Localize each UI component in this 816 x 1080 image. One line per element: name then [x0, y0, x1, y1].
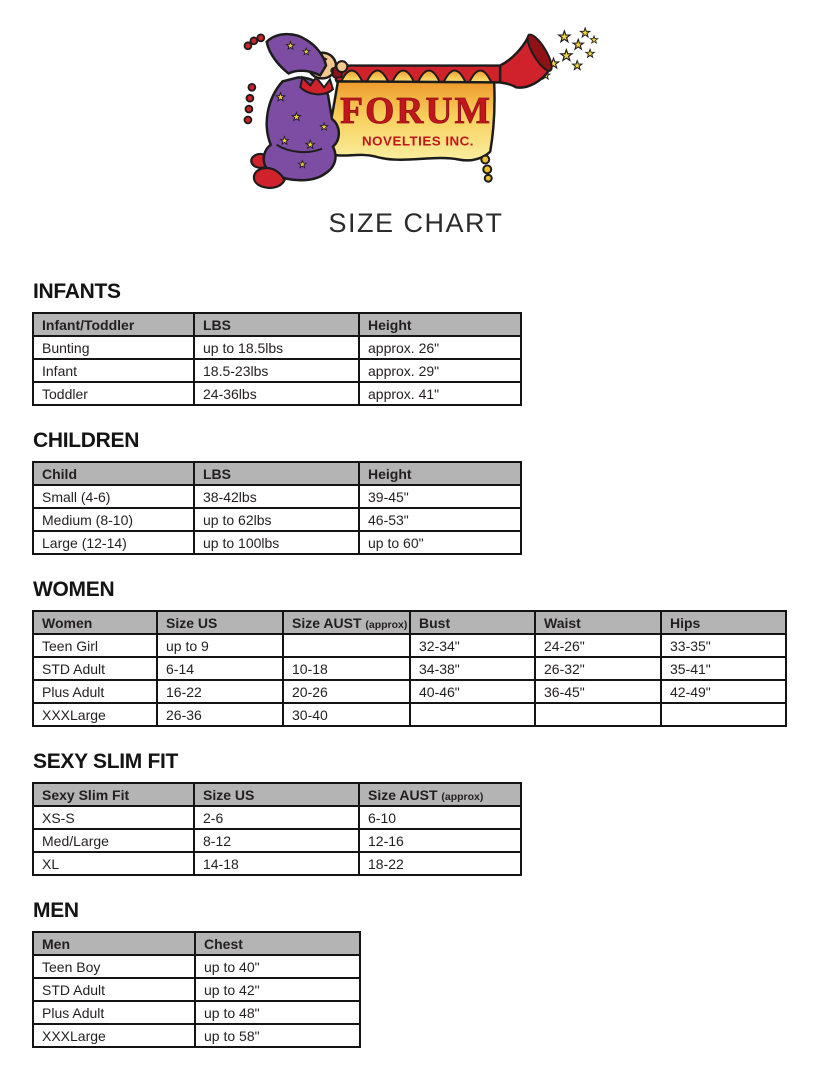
hat-beads: [244, 34, 264, 49]
column-header-label: LBS: [203, 316, 231, 333]
cell: 12-16: [359, 829, 521, 852]
column-header-label: Bust: [419, 614, 451, 631]
column-header-label: Hips: [670, 614, 701, 631]
jester-illustration: [244, 34, 347, 188]
cell: 42-49": [661, 680, 786, 703]
column-header: [33, 313, 194, 336]
cell: Medium (8-10): [33, 508, 194, 531]
cell: 32-34": [410, 634, 535, 657]
cell: up to 60": [359, 531, 521, 554]
column-header: [194, 783, 359, 806]
cell: 10-18: [283, 657, 410, 680]
cell: Med/Large: [33, 829, 194, 852]
cell: Small (4-6): [33, 485, 194, 508]
table-row: [33, 531, 521, 554]
column-header-label: Chest: [204, 935, 243, 952]
column-header: [283, 611, 410, 634]
column-header-label: Waist: [544, 614, 581, 631]
cell: [283, 634, 410, 657]
table-row: [33, 508, 521, 531]
column-header-label: Height: [368, 465, 412, 482]
cell: 30-40: [283, 703, 410, 726]
section-sexy-slim-fit: [32, 751, 816, 876]
cell: 6-14: [157, 657, 283, 680]
cell: 46-53": [359, 508, 521, 531]
cell: up to 48": [195, 1001, 360, 1024]
cell: 18.5-23lbs: [194, 359, 359, 382]
cell: [535, 703, 661, 726]
jester-hand: [336, 61, 347, 72]
cell: 36-45": [535, 680, 661, 703]
cell: up to 18.5lbs: [194, 336, 359, 359]
column-header-label: Men: [42, 935, 70, 952]
column-header-label: Size US: [203, 786, 255, 803]
column-header-label: Size AUST: [292, 614, 362, 631]
column-header-label: Child: [42, 465, 77, 482]
column-header-label: Size AUST: [368, 786, 438, 803]
logo-area: [0, 0, 816, 239]
cell: Bunting: [33, 336, 194, 359]
column-header: [33, 462, 194, 485]
cell: 33-35": [661, 634, 786, 657]
cell: approx. 29": [359, 359, 521, 382]
section-heading-women: WOMEN: [33, 578, 115, 601]
column-header: [33, 611, 157, 634]
column-header: [535, 611, 661, 634]
section-men: [32, 900, 816, 1048]
header-row: [33, 462, 521, 485]
table-row: [33, 634, 786, 657]
cell: 6-10: [359, 806, 521, 829]
table-row: [33, 336, 521, 359]
column-header: [661, 611, 786, 634]
column-header: [410, 611, 535, 634]
men-table: [32, 931, 361, 1048]
column-header: [359, 462, 521, 485]
horn-bell: [500, 32, 556, 88]
table-row: [33, 852, 521, 875]
column-header-label: Infant/Toddler: [42, 316, 135, 333]
section-heading-sexy-slim-fit: SEXY SLIM FIT: [33, 750, 179, 773]
table-row: [33, 703, 786, 726]
jester-hood: [267, 34, 326, 75]
cell: up to 9: [157, 634, 283, 657]
header-row: [33, 611, 786, 634]
section-infants: [32, 281, 816, 406]
banner: [324, 81, 494, 181]
cell: 14-18: [194, 852, 359, 875]
size-tables: [32, 281, 816, 1048]
table-row: [33, 806, 521, 829]
section-heading-infants: INFANTS: [33, 280, 121, 303]
table-row: [33, 680, 786, 703]
cell: 16-22: [157, 680, 283, 703]
table-row: [33, 359, 521, 382]
cell: STD Adult: [33, 657, 157, 680]
banner-tassel-beads: [481, 156, 491, 182]
column-header: [33, 932, 195, 955]
column-header-label: Height: [368, 316, 412, 333]
page-title: SIZE CHART: [328, 208, 504, 238]
header-row: [33, 932, 360, 955]
brand-name: FORUM: [340, 90, 492, 132]
column-header: [359, 313, 521, 336]
header-row: [33, 783, 521, 806]
cell: 18-22: [359, 852, 521, 875]
cell: Infant: [33, 359, 194, 382]
cell: 26-32": [535, 657, 661, 680]
header-row: [33, 313, 521, 336]
cell: 35-41": [661, 657, 786, 680]
children-table: [32, 461, 522, 555]
cell: Teen Girl: [33, 634, 157, 657]
cell: 40-46": [410, 680, 535, 703]
column-header-label: Size US: [166, 614, 218, 631]
side-beads: [244, 84, 255, 124]
column-header-note: (approx): [441, 790, 484, 803]
cell: XXXLarge: [33, 703, 157, 726]
table-row: [33, 657, 786, 680]
cell: Teen Boy: [33, 955, 195, 978]
brand-subtitle: NOVELTIES INC.: [362, 133, 474, 149]
forum-novelties-logo: [235, 26, 605, 204]
cell: up to 40": [195, 955, 360, 978]
column-header: [157, 611, 283, 634]
column-header: [33, 783, 194, 806]
cell: up to 58": [195, 1024, 360, 1047]
collar-ruff: [300, 77, 333, 94]
table-row: [33, 829, 521, 852]
cell: XS-S: [33, 806, 194, 829]
cell: Large (12-14): [33, 531, 194, 554]
column-header-label: Sexy Slim Fit: [42, 786, 130, 803]
section-women: [32, 579, 816, 727]
cell: 38-42lbs: [194, 485, 359, 508]
cell: up to 62lbs: [194, 508, 359, 531]
column-header: [194, 462, 359, 485]
section-children: [32, 430, 816, 555]
cell: XL: [33, 852, 194, 875]
column-header-label: LBS: [203, 465, 231, 482]
cell: up to 42": [195, 978, 360, 1001]
cell: 34-38": [410, 657, 535, 680]
cell: [410, 703, 535, 726]
women-table: [32, 610, 787, 727]
sexy-slim-fit-table: [32, 782, 522, 876]
infants-table: [32, 312, 522, 406]
table-row: [33, 382, 521, 405]
table-row: [33, 1024, 360, 1047]
cell: up to 100lbs: [194, 531, 359, 554]
cell: approx. 26": [359, 336, 521, 359]
column-header-note: (approx): [365, 618, 408, 631]
cell: Toddler: [33, 382, 194, 405]
table-row: [33, 1001, 360, 1024]
cell: 2-6: [194, 806, 359, 829]
table-row: [33, 485, 521, 508]
cell: 20-26: [283, 680, 410, 703]
column-header: [359, 783, 521, 806]
cell: approx. 41": [359, 382, 521, 405]
cell: 24-26": [535, 634, 661, 657]
table-row: [33, 978, 360, 1001]
cell: STD Adult: [33, 978, 195, 1001]
cell: XXXLarge: [33, 1024, 195, 1047]
cell: 24-36lbs: [194, 382, 359, 405]
section-heading-children: CHILDREN: [33, 429, 140, 452]
column-header-label: Women: [42, 614, 93, 631]
cell: Plus Adult: [33, 680, 157, 703]
column-header: [195, 932, 360, 955]
cell: [661, 703, 786, 726]
cell: 39-45": [359, 485, 521, 508]
column-header: [194, 313, 359, 336]
cell: 26-36: [157, 703, 283, 726]
table-row: [33, 955, 360, 978]
cell: Plus Adult: [33, 1001, 195, 1024]
cell: 8-12: [194, 829, 359, 852]
section-heading-men: MEN: [33, 899, 79, 922]
